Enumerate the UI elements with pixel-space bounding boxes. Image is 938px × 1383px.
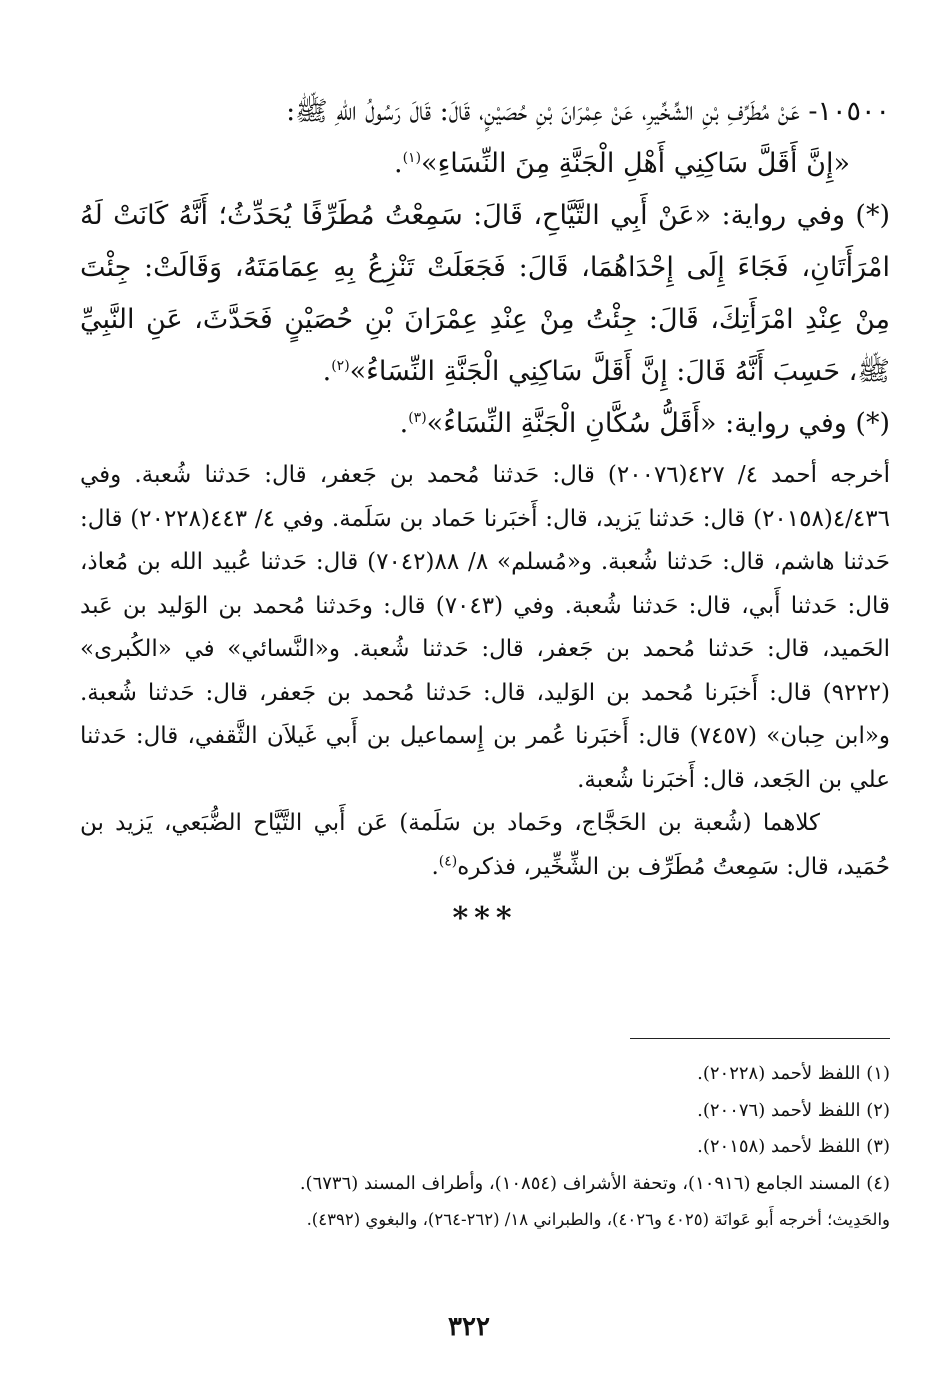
hadith-block: [80, 86, 890, 450]
takhrij-summary: كلاهما (شُعبة بن الحَجَّاج، وحَماد بن سَلَمة) عَن أَبي التَّيَّاح الضُّبَعي، يَزيد بن حُمَيد، قال: سَمِعتُ مُطَرِّف بن الشِّخِّير، فذكره$^{(٤)}$.: [80, 810, 890, 880]
footnote-2: (٢) اللفظ لأحمد (٢٠٠٧٦).: [697, 1099, 890, 1121]
hadith-isnad: ١٠٥٠٠- عَنْ مُطَرِّفِ بْنِ الشِّخِّيرِ، عَنْ عِمْرَانَ بْنِ حُصَيْنٍ، قَالَ: قَالَ رَسُولُ اللهِ ﷺ:: [286, 96, 890, 127]
footnote-ref-1[interactable]: (١): [402, 150, 422, 166]
takhrij-block: [80, 454, 890, 936]
footnote-3: (٣) اللفظ لأحمد (٢٠١٥٨).: [697, 1136, 890, 1157]
footnotes: [190, 1056, 890, 1239]
footnote-ref-4[interactable]: (٤): [438, 852, 458, 869]
hadith-matn: «إِنَّ أَقَلَّ سَاكِنِي أَهْلِ الْجَنَّةِ مِنَ النِّسَاءِ»$^{(١)}$.: [393, 148, 850, 179]
page-number: ٣٢٢: [448, 1312, 490, 1342]
takhrij-sources: أخرجه أحمد ٤/ ٤٢٧(٢٠٠٧٦) قال: حَدثنا مُحمد بن جَعفر، قال: حَدثنا شُعبة. وفي ٤/٤٣٦(٢٠١٥٨) قال: حَدثنا يَزيد، قال: أَخبَرنا حَماد بن سَلَمة. وفي ٤/ ٤٤٣(٢٠٢٢٨) قال: حَدثنا هاشم، قال: حَدثنا شُعبة. و«مُسلم» ٨/ ٨٨(٧٠٤٢) قال: حَدثنا عُبيد الله بن مُعاذ، قال: حَدثنا أَبي، قال: حَدثنا شُعبة. وفي (٧٠٤٣) قال: وحَدثنا مُحمد بن الوَليد بن عَبد الحَميد، قال: حَدثنا مُحمد بن جَعفر، قال: حَدثنا شُعبة. و«النَّسائي» في «الكُبرى» (٩٢٢٢) قال: أَخبَرنا مُحمد بن الوَليد، قال: حَدثنا مُحمد بن جَعفر، قال: حَدثنا شُعبة. و«ابن حِبان» (٧٤٥٧) قال: أَخبَرنا عُمر بن إِسماعيل بن أَبي غَيلاَن الثَّقفي، قال: حَدثنا علي بن الجَعد، قال: أَخبَرنا شُعبة.: [80, 462, 891, 793]
page-body: [80, 86, 890, 936]
footnote-4: (٤) المسند الجامع (١٠٩١٦)، وتحفة الأشراف (١٠٨٥٤)، وأطراف المسند (٦٧٣٦).: [299, 1172, 890, 1194]
footnote-4-continued: والحَدِيث؛ أخرجه أَبو عَوانَة (٤٠٢٥ و٤٠٢٦)، والطبراني ١٨/ (٢٦٢-٢٦٤)، والبغوي (٤٣٩٢).: [306, 1210, 890, 1229]
footnote-1: (١) اللفظ لأحمد (٢٠٢٢٨).: [697, 1063, 890, 1084]
section-separator: ***: [452, 901, 518, 936]
footnote-ref-3[interactable]: (٣): [408, 410, 427, 426]
footnote-ref-2[interactable]: (٢): [331, 358, 350, 374]
riwaya-2: (*) وفي رواية: «أَقَلُّ سُكَّانِ الْجَنَّةِ النِّسَاءُ»$^{(٣)}$.: [399, 408, 890, 439]
footnote-divider: [630, 1038, 890, 1039]
riwaya-1: (*) وفي رواية: «عَنْ أَبِي التَّيَّاحِ، قَالَ: سَمِعْتُ مُطَرِّفًا يُحَدِّثُ؛ أَنَّهُ كَانَتْ لَهُ امْرَأَتَانِ، فَجَاءَ إِلَى إِحْدَاهُمَا، قَالَ: فَجَعَلَتْ تَنْزِعُ بِهِ عِمَامَتَهُ، وَقَالَتْ: جِئْتَ مِنْ عِنْدِ امْرَأَتِكَ، قَالَ: جِئْتُ مِنْ عِنْدِ عِمْرَانَ بْنِ حُصَيْنٍ فَحَدَّثَ، عَنِ النَّبِيِّ ﷺ، حَسِبَ أَنَّهُ قَالَ: إِنَّ أَقَلَّ سَاكِنِي الْجَنَّةِ النِّسَاءُ»$^{(٢)}$.: [80, 200, 890, 387]
